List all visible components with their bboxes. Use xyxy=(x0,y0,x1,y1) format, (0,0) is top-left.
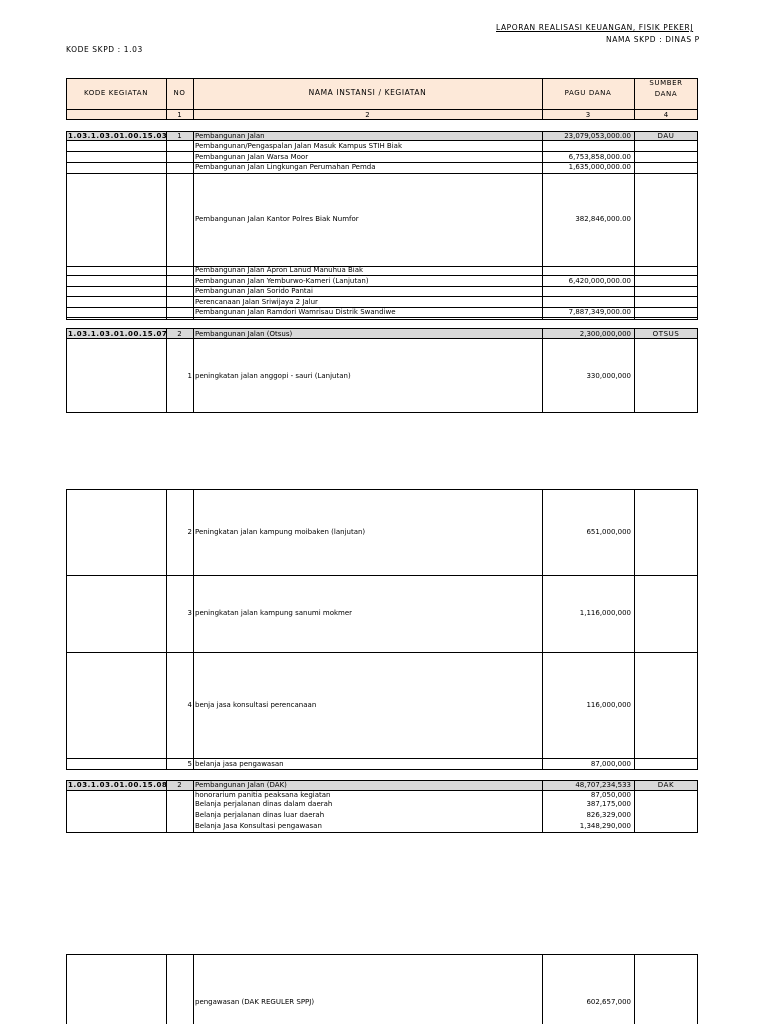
section-kode: 1.03.1.03.01.00.15.07 xyxy=(68,330,168,338)
row-pagu: 602,657,000 xyxy=(586,998,631,1006)
row-pagu: 6,420,000,000.00 xyxy=(568,277,631,285)
section-sumber: OTSUS xyxy=(652,330,680,338)
row-pagu: 7,887,349,000.00 xyxy=(568,308,631,316)
row-pagu: 116,000,000 xyxy=(586,701,631,709)
row-no: 3 xyxy=(187,609,192,617)
col-header-pagu: PAGU DANA xyxy=(564,89,612,97)
col-header-sumber: SUMBER xyxy=(649,79,683,87)
col-header-no: NO xyxy=(173,89,186,97)
skpd-name: NAMA SKPD : DINAS P xyxy=(606,35,700,44)
row-nama: Pembangunan/Pengaspalan Jalan Masuk Kampus STIH Biak xyxy=(195,142,403,150)
col-header-kode: KODE KEGIATAN xyxy=(83,89,149,97)
section-no: 2 xyxy=(177,330,182,338)
report-title: LAPORAN REALISASI KEUANGAN, FISIK PEKERJ xyxy=(496,23,694,32)
section-nama: Pembangunan Jalan (DAK) xyxy=(195,781,287,789)
section-pagu: 23,079,053,000.00 xyxy=(564,132,631,140)
section-kode: 1.03.1.03.01.00.15.03 xyxy=(68,132,168,140)
row-nama: Pembangunan Jalan Lingkungan Perumahan Pemda xyxy=(195,163,376,171)
section-pagu: 2,300,000,000 xyxy=(579,330,631,338)
section-sumber: DAU xyxy=(657,132,675,140)
row-nama: Pembangunan Jalan Apron Lanud Manuhua Biak xyxy=(195,266,364,274)
row-nama: honorarium panitia peaksana kegiatan xyxy=(195,791,331,799)
row-pagu: 382,846,000.00 xyxy=(575,215,631,223)
row-pagu: 1,348,290,000 xyxy=(579,822,631,830)
col-number-1: 1 xyxy=(177,111,182,119)
section-no: 2 xyxy=(177,781,182,789)
row-nama: pengawasan (DAK REGULER SPPJ) xyxy=(195,998,315,1006)
kode-skpd: KODE SKPD : 1.03 xyxy=(66,45,143,54)
row-pagu: 87,000,000 xyxy=(590,760,631,768)
row-nama: Pembangunan Jalan Yemburwo-Kameri (Lanjutan) xyxy=(195,277,369,285)
section-kode: 1.03.1.03.01.00.15.08 xyxy=(68,781,168,789)
row-no: 2 xyxy=(187,528,192,536)
row-pagu: 651,000,000 xyxy=(586,528,631,536)
row-pagu: 1,635,000,000.00 xyxy=(568,163,631,171)
row-nama: Pembangunan Jalan Ramdori Wamrisau Distrik Swandiwe xyxy=(195,308,396,316)
row-nama: Pembangunan Jalan Sorido Pantai xyxy=(195,287,313,295)
row-nama: Pembangunan Jalan Warsa Moor xyxy=(195,153,309,161)
row-nama: Belanja perjalanan dinas luar daerah xyxy=(195,811,325,819)
row-nama: peningkatan jalan kampung sanumi mokmer xyxy=(195,609,353,617)
col-number-4: 4 xyxy=(663,111,669,119)
section-pagu: 48,707,234,533 xyxy=(575,781,631,789)
row-no: 4 xyxy=(187,701,192,709)
row-nama: Belanja perjalanan dinas dalam daerah xyxy=(195,800,333,808)
col-header-dana: DANA xyxy=(654,90,678,98)
row-nama: Peningkatan jalan kampung moibaken (lanjutan) xyxy=(195,528,366,536)
col-number-3: 3 xyxy=(585,111,591,119)
section-no: 1 xyxy=(177,132,182,140)
col-header-nama: NAMA INSTANSI / KEGIATAN xyxy=(308,88,427,97)
section-sumber: DAK xyxy=(657,781,675,789)
row-pagu: 6,753,858,000.00 xyxy=(568,153,631,161)
row-nama: Belanja Jasa Konsultasi pengawasan xyxy=(195,822,322,830)
row-pagu: 387,175,000 xyxy=(586,800,631,808)
row-no: 5 xyxy=(187,760,192,768)
section-nama: Pembangunan Jalan (Otsus) xyxy=(195,330,293,338)
row-nama: peningkatan jalan anggopi - sauri (Lanjutan) xyxy=(195,372,351,380)
section-nama: Pembangunan Jalan xyxy=(195,132,265,140)
col-number-2: 2 xyxy=(365,111,370,119)
row-pagu: 87,050,000 xyxy=(590,791,631,799)
row-pagu: 826,329,000 xyxy=(586,811,631,819)
row-nama: benja jasa konsultasi perencanaan xyxy=(195,701,317,709)
row-nama: Pembangunan Jalan Kantor Polres Biak Numfor xyxy=(195,215,359,223)
row-no: 1 xyxy=(187,372,192,380)
row-pagu: 330,000,000 xyxy=(586,372,631,380)
row-nama: belanja jasa pengawasan xyxy=(195,760,284,768)
row-pagu: 1,116,000,000 xyxy=(579,609,631,617)
row-nama: Perencanaan Jalan Sriwijaya 2 Jalur xyxy=(195,298,318,306)
